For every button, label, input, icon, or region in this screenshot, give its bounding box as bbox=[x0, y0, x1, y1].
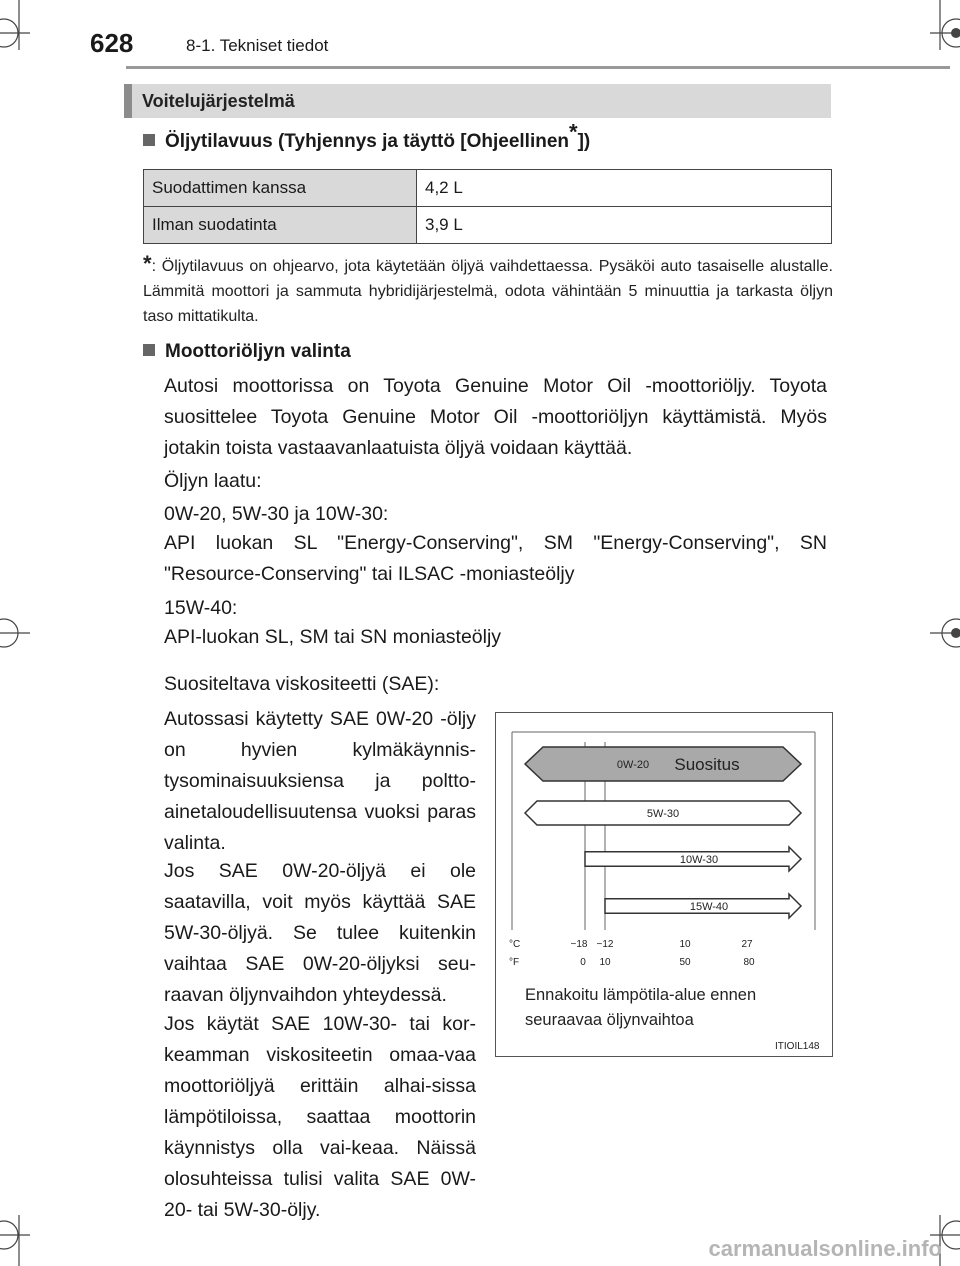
grade-group-1-spec: API luokan SL "Energy-Conserving", SM "Energy-Conserving", SN "Resource-Conserving" tai ILSAC -moniasteöljy bbox=[164, 532, 827, 585]
viscosity-paragraph-1: Autossasi käytetty SAE 0W-20 -öljy on hyvien kylmäkäynnis-tysominaisuuksiensa ja poltto-ainetaloudellisuutensa vuoksi paras valinta. bbox=[164, 708, 476, 854]
viscosity-label: Suositeltava viskositeetti (SAE): bbox=[164, 673, 440, 695]
tick-label-fahrenheit: 10 bbox=[599, 957, 611, 968]
tick-label-fahrenheit: 50 bbox=[679, 957, 691, 968]
table-cell-label: Suodattimen kanssa bbox=[144, 170, 417, 207]
viscosity-paragraph-2: Jos SAE 0W-20-öljyä ei ole saatavilla, voit myös käyttää SAE 5W-30-öljyä. Se tulee kuitenkin vaihtaa SAE 0W-20-öljyksi seu-raavan öljynvaihdon yhteydessä. bbox=[164, 860, 476, 1006]
tick-label-celsius: 27 bbox=[741, 939, 753, 950]
tick-label-fahrenheit: 80 bbox=[743, 957, 755, 968]
footnote-asterisk: * bbox=[143, 251, 152, 276]
table-cell-value: 3,9 L bbox=[417, 207, 832, 244]
grade-group-1: 0W-20, 5W-30 ja 10W-30: bbox=[164, 503, 389, 525]
page-number: 628 bbox=[90, 28, 134, 58]
heading-asterisk: * bbox=[569, 119, 578, 145]
figure-id: ITIOIL148 bbox=[775, 1041, 820, 1052]
section-title: Voitelujärjestelmä bbox=[142, 91, 295, 111]
tick-label-fahrenheit: 0 bbox=[580, 957, 586, 968]
oil-capacity-table bbox=[143, 169, 832, 244]
viscosity-bar-label: 15W-40 bbox=[689, 901, 729, 913]
oil-selection-intro: Autosi moottorissa on Toyota Genuine Motor Oil -moottoriöljy. Toyota suosittelee Toyota Genuine Motor Oil -moottoriöljyn käyttämistä. Myös jotakin toista vastaavanlaatuista öljyä voidaan käyttää. bbox=[164, 375, 827, 459]
viscosity-bar-label: 10W-30 bbox=[679, 854, 719, 866]
table-row bbox=[144, 207, 832, 244]
watermark: carmanualsonline.info bbox=[708, 1236, 942, 1261]
recommended-label: Suositus bbox=[674, 755, 740, 774]
oil-selection-heading-text: Moottoriöljyn valinta bbox=[165, 341, 351, 362]
axis-unit-celsius: °C bbox=[509, 939, 521, 950]
tick-label-celsius: −12 bbox=[596, 939, 614, 950]
bullet-square-icon bbox=[143, 134, 155, 146]
oil-capacity-heading bbox=[143, 119, 591, 153]
axis-unit-fahrenheit: °F bbox=[509, 957, 520, 968]
table-cell-label: Ilman suodatinta bbox=[144, 207, 417, 244]
table-row bbox=[144, 170, 832, 207]
viscosity-bar-0w-20 bbox=[525, 747, 801, 781]
section-header bbox=[124, 84, 831, 118]
bullet-square-icon bbox=[143, 344, 155, 356]
header-rule bbox=[126, 66, 950, 69]
footnote-text: : Öljytilavuus on ohjearvo, jota käytetään öljyä vaihdettaessa. Pysäköi auto tasaiselle alustalle. Lämmitä moottori ja sammuta hybridijärjestelmä, odota vähintään 5 minuuttia ja tarkasta öljyn taso mittatikulta. bbox=[143, 258, 833, 325]
viscosity-chart-svg bbox=[495, 712, 833, 982]
viscosity-paragraph-3: Jos käytät SAE 10W-30- tai kor-keamman viskositeetin omaa-vaa moottoriöljyä erittäin alhai-sissa lämpötiloissa, saattaa moottorin käynnistys olla vai-keaa. Näissä olosuhteissa tulisi valita SAE 0W-20- tai 5W-30-öljy. bbox=[164, 1013, 476, 1221]
oil-quality-label: Öljyn laatu: bbox=[164, 470, 262, 492]
tick-label-celsius: 10 bbox=[679, 939, 691, 950]
section-accent bbox=[124, 84, 132, 118]
viscosity-bar-label: 5W-30 bbox=[646, 808, 680, 820]
grade-group-2-spec: API-luokan SL, SM tai SN moniasteöljy bbox=[164, 626, 502, 648]
viscosity-bar-label: 0W-20 bbox=[616, 759, 650, 771]
footnote bbox=[143, 251, 833, 329]
chapter-title: 8-1. Tekniset tiedot bbox=[186, 36, 329, 55]
table-cell-value: 4,2 L bbox=[417, 170, 832, 207]
oil-capacity-heading-text: Öljytilavuus (Tyhjennys ja täyttö [Ohjeellinen bbox=[165, 131, 570, 152]
grade-group-2: 15W-40: bbox=[164, 597, 238, 619]
chart-caption: Ennakoitu lämpötila-alue ennen seuraavaa öljynvaihtoa bbox=[525, 986, 757, 1029]
tick-label-celsius: −18 bbox=[570, 939, 588, 950]
oil-selection-heading bbox=[143, 341, 351, 363]
oil-capacity-heading-end: ]) bbox=[577, 131, 591, 152]
